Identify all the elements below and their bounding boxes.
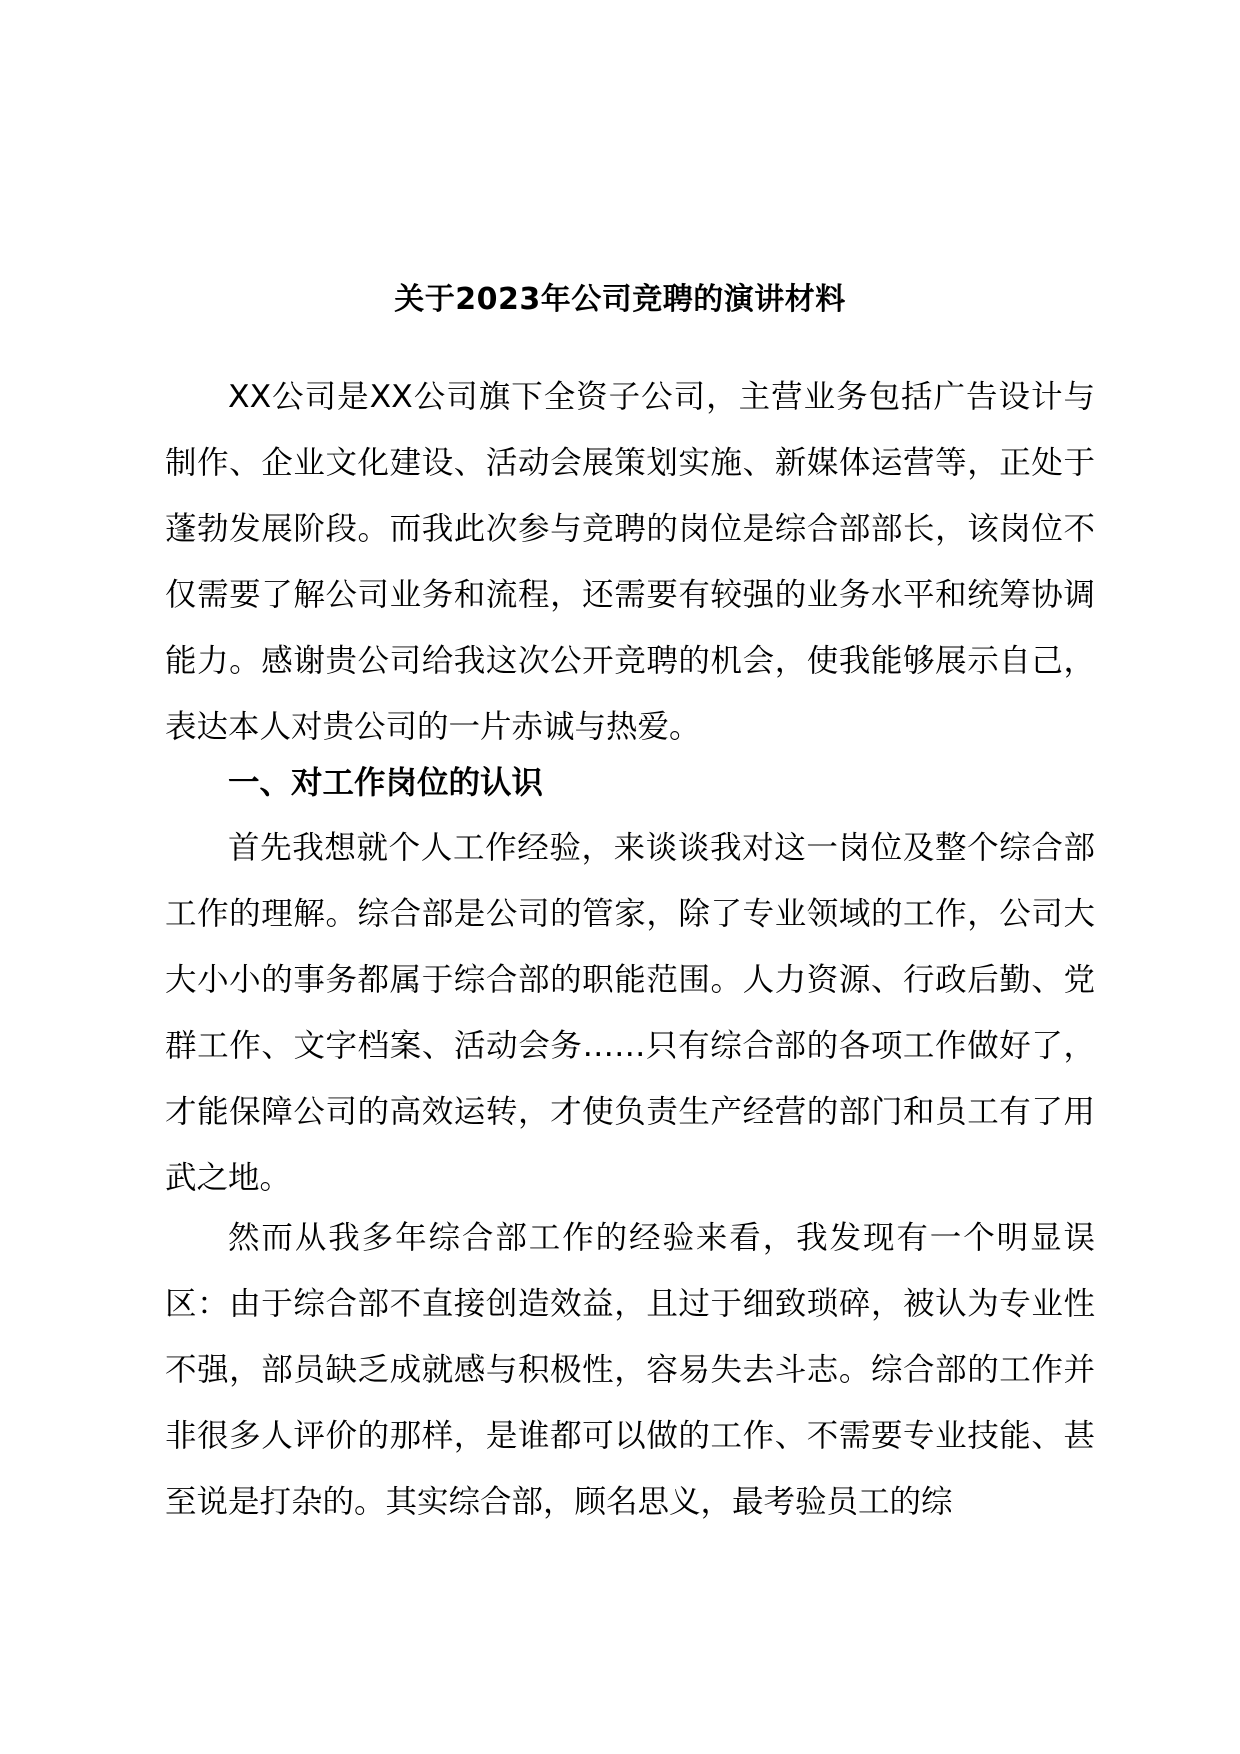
paragraph-misconception: 然而从我多年综合部工作的经验来看，我发现有一个明显误区：由于综合部不直接创造效益，且过于细致琐碎，被认为专业性不强，部员缺乏成就感与积极性，容易失去斗志。综合部的工作并非很多人评价的那样，是谁都可以做的工作、不需要专业技能、甚至说是打杂的。其实综合部，顾名思义，最考验员工的综: [165, 1220, 1095, 1520]
paragraph-role-understanding: 首先我想就个人工作经验，来谈谈我对这一岗位及整个综合部工作的理解。综合部是公司的管家，除了专业领域的工作，公司大大小小的事务都属于综合部的职能范围。人力资源、行政后勤、党群工作、文字档案、活动会务……只有综合部的各项工作做好了，才能保障公司的高效运转，才使负责生产经营的部门和员工有了用武之地。: [165, 830, 1095, 1196]
paragraph-intro: XX公司是XX公司旗下全资子公司，主营业务包括广告设计与制作、企业文化建设、活动会展策划实施、新媒体运营等，正处于蓬勃发展阶段。而我此次参与竞聘的岗位是综合部部长，该岗位不仅需要了解公司业务和流程，还需要有较强的业务水平和统筹协调能力。感谢贵公司给我这次公开竞聘的机会，使我能够展示自己，表达本人对贵公司的一片赤诚与热爱。: [165, 379, 1095, 745]
section-heading: 一、对工作岗位的认识: [228, 765, 544, 801]
document-title: 关于2023年公司竞聘的演讲材料: [394, 282, 846, 317]
